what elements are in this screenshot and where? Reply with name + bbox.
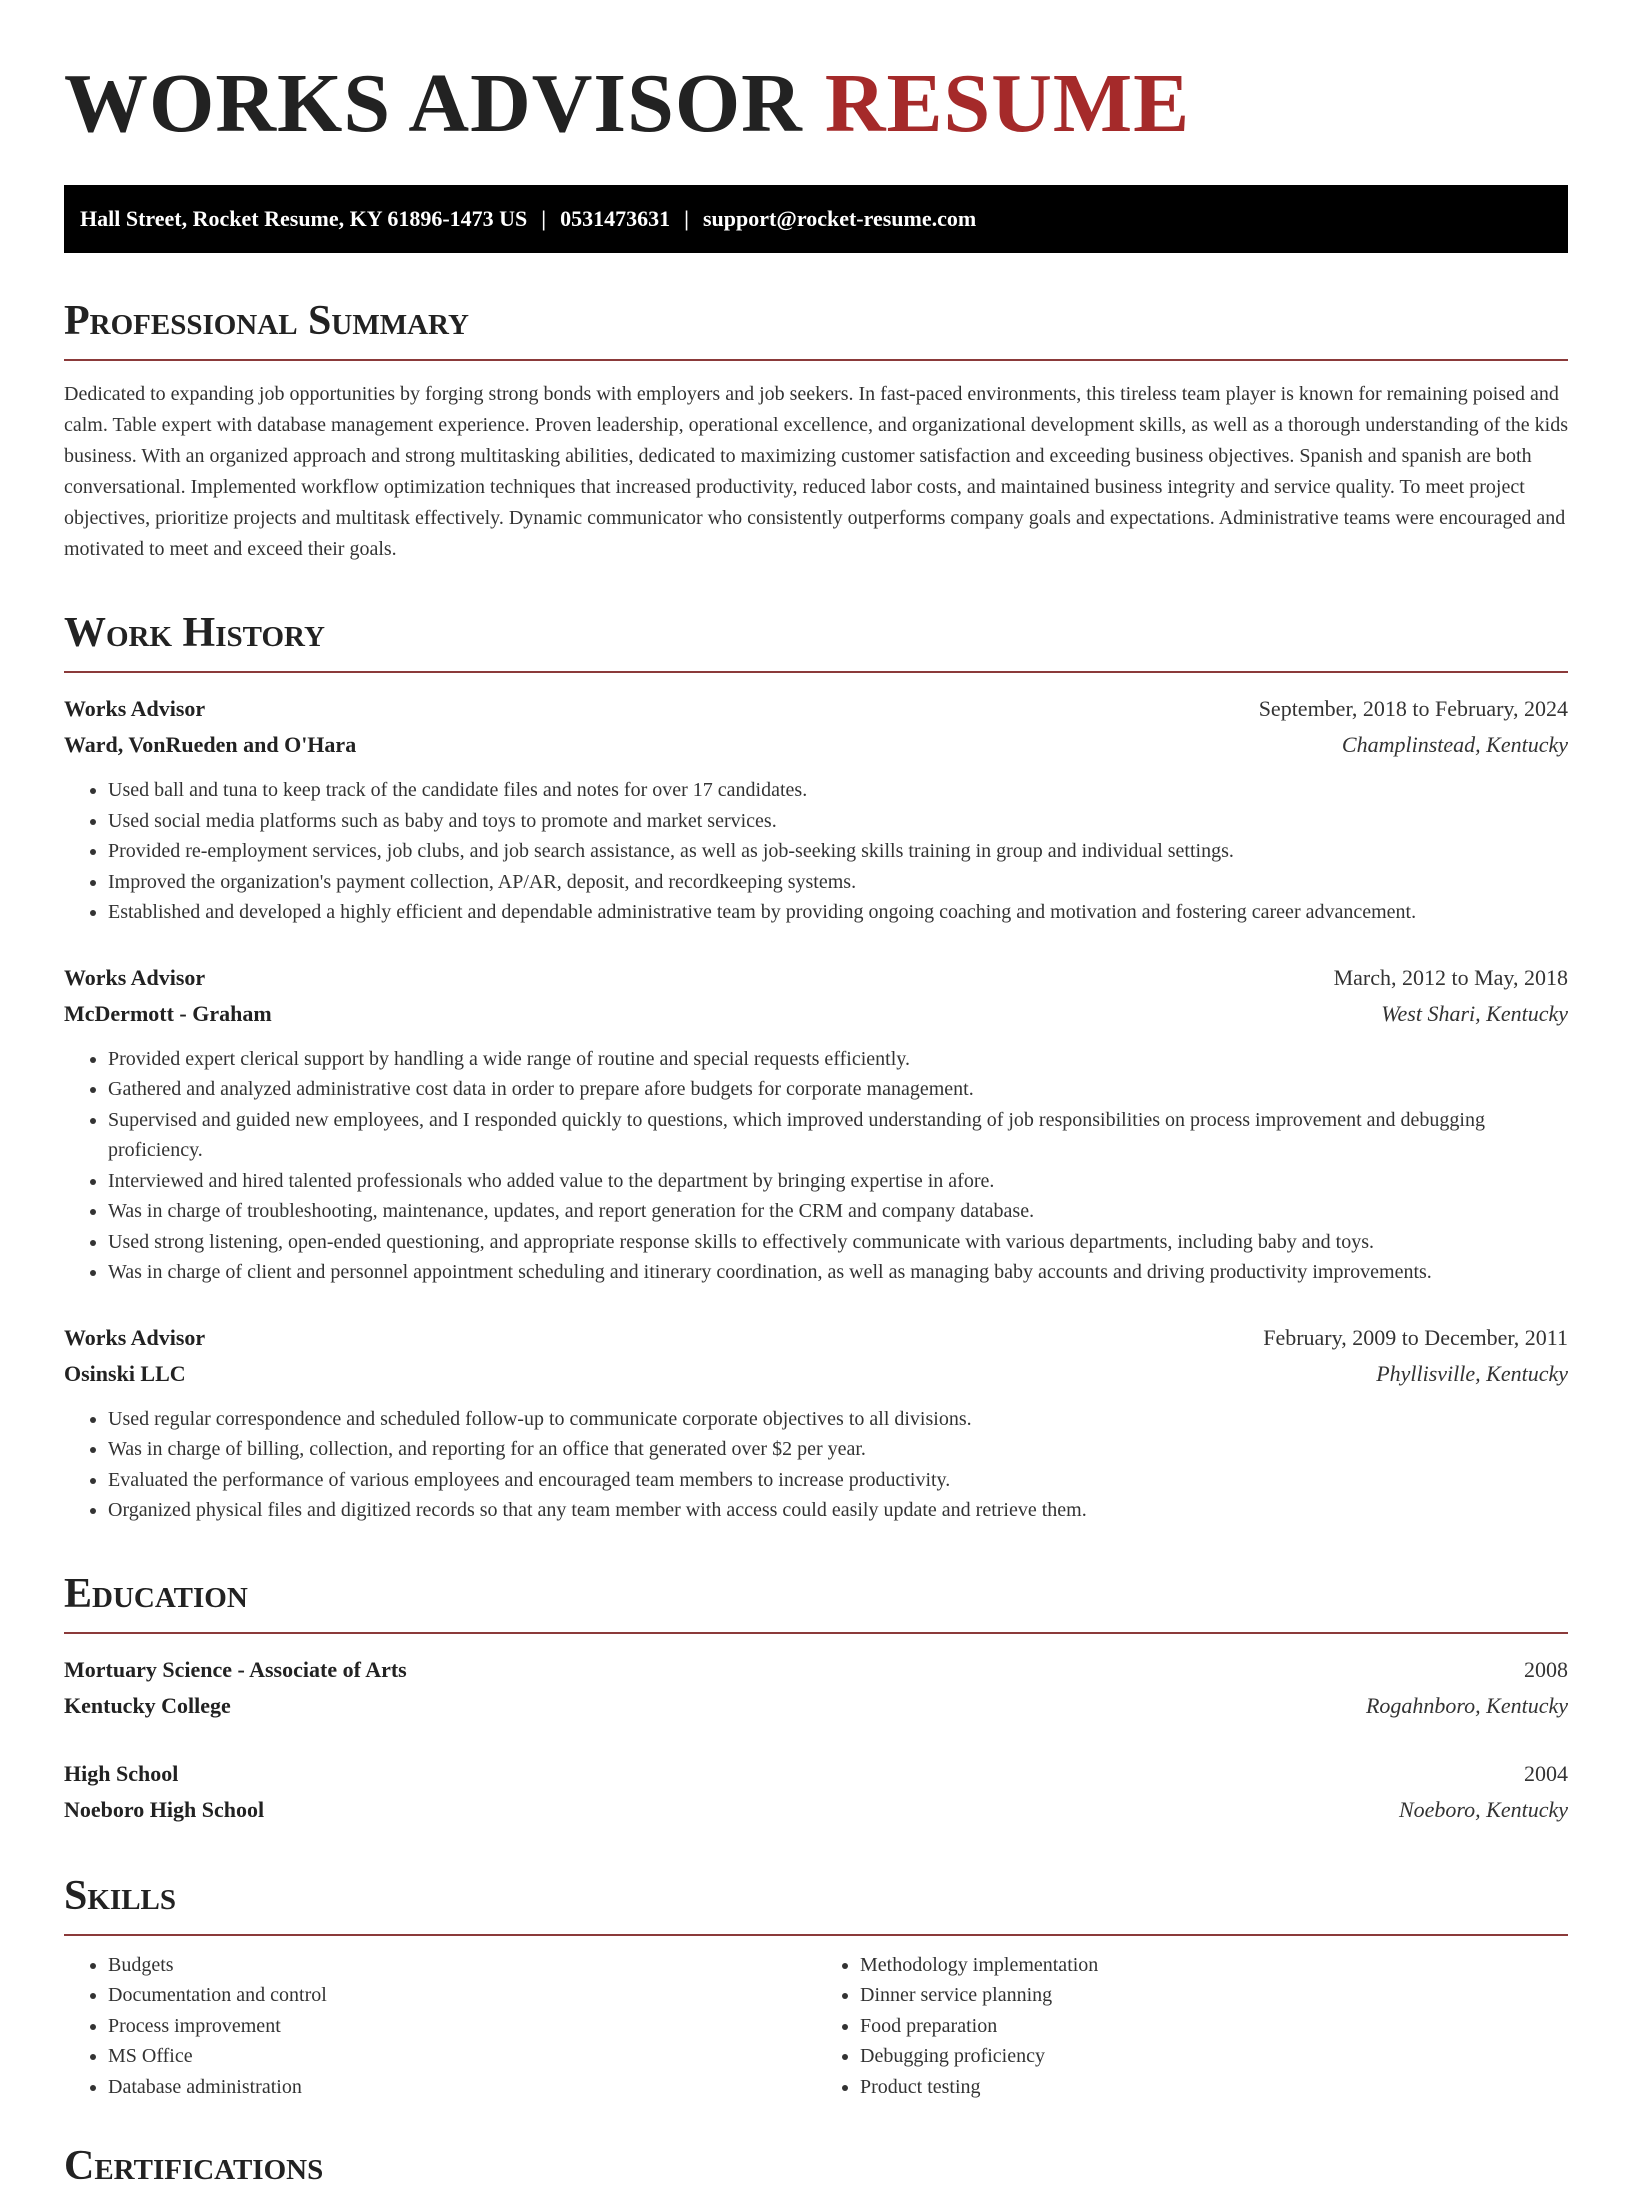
skill-item: • Dinner service planning xyxy=(860,1980,1568,2011)
job-bullet: • Used regular correspondence and scheduled follow-up to communicate corporate objectives to all divisions. xyxy=(108,1404,1568,1435)
job-company-row xyxy=(64,1356,1568,1392)
job-bullet: • Provided expert clerical support by handling a wide range of routine and special requests efficiently. xyxy=(108,1044,1568,1075)
section-heading-summary: Professional Summary xyxy=(64,297,1568,361)
resume-title xyxy=(64,58,1568,150)
education-school-row xyxy=(64,1688,1568,1724)
job-entry xyxy=(64,960,1568,1288)
work-history-section xyxy=(64,609,1568,1526)
job-header-row xyxy=(64,1320,1568,1356)
education-section xyxy=(64,1570,1568,1828)
contact-separator: | xyxy=(541,206,547,231)
job-header-row xyxy=(64,960,1568,996)
job-bullet: • Supervised and guided new employees, and I responded quickly to questions, which improved understanding of job responsibilities on process improvement and debugging proficiency. xyxy=(108,1105,1568,1166)
contact-address: Hall Street, Rocket Resume, KY 61896-1473 US xyxy=(80,206,528,231)
job-company-row xyxy=(64,996,1568,1032)
education-degree: High School xyxy=(64,1760,179,1786)
section-heading-skills: Skills xyxy=(64,1872,1568,1936)
education-school: Noeboro High School xyxy=(64,1796,265,1822)
skill-item: • Debugging proficiency xyxy=(860,2041,1568,2072)
job-bullet: • Improved the organization's payment collection, AP/AR, deposit, and recordkeeping systems. xyxy=(108,867,1568,898)
education-school-row xyxy=(64,1792,1568,1828)
job-bullet: • Gathered and analyzed administrative cost data in order to prepare afore budgets for corporate management. xyxy=(108,1074,1568,1105)
section-heading-education: Education xyxy=(64,1570,1568,1634)
skill-item: • Process improvement xyxy=(108,2011,816,2042)
skill-item: • Budgets xyxy=(108,1950,816,1981)
job-dates: September, 2018 to February, 2024 xyxy=(1258,696,1568,721)
contact-email: support@rocket-resume.com xyxy=(703,206,977,231)
skills-list-right xyxy=(816,1950,1568,2103)
job-bullet: • Interviewed and hired talented professionals who added value to the department by bringing expertise in afore. xyxy=(108,1166,1568,1197)
skills-list-left xyxy=(64,1950,816,2103)
skills-section xyxy=(64,1872,1568,2103)
education-school: Kentucky College xyxy=(64,1692,231,1718)
education-year: 2004 xyxy=(1524,1760,1568,1786)
education-degree: Mortuary Science - Associate of Arts xyxy=(64,1656,407,1682)
job-bullet: • Established and developed a highly efficient and dependable administrative team by providing ongoing coaching and motivation and fostering career advancement. xyxy=(108,897,1568,928)
education-entry xyxy=(64,1756,1568,1828)
contact-bar xyxy=(64,185,1568,253)
summary-text: Dedicated to expanding job opportunities by forging strong bonds with employers and job seekers. In fast-paced environments, this tireless team player is known for remaining poised and calm. Table expert with database management experience. Proven leadership, operational excellence, and organizational development skills, as well as a thorough understanding of the kids business. With an organized approach and strong multitasking abilities, dedicated to maximizing customer satisfaction and exceeding business objectives. Spanish and spanish are both conversational. Implemented workflow optimization techniques that increased productivity, reduced labor costs, and maintained business integrity and service quality. To meet project objectives, prioritize projects and multitask effectively. Dynamic communicator who consistently outperforms company goals and expectations. Administrative teams were encouraged and motivated to meet and exceed their goals. xyxy=(64,383,1569,560)
education-location: Rogahnboro, Kentucky xyxy=(1365,1692,1568,1718)
job-company: Ward, VonRueden and O'Hara xyxy=(64,732,357,757)
job-bullet: • Used ball and tuna to keep track of the candidate files and notes for over 17 candidates. xyxy=(108,775,1568,806)
job-bullet: • Used social media platforms such as baby and toys to promote and market services. xyxy=(108,806,1568,837)
contact-separator: | xyxy=(684,206,689,231)
job-company: Osinski LLC xyxy=(64,1360,186,1386)
education-year: 2008 xyxy=(1524,1656,1568,1682)
job-title: Works Advisor xyxy=(64,696,206,721)
job-dates: February, 2009 to December, 2011 xyxy=(1263,1324,1568,1350)
skill-item: • Database administration xyxy=(108,2072,816,2103)
job-bullet: • Was in charge of client and personnel appointment scheduling and itinerary coordination, as well as managing baby accounts and driving productivity improvements. xyxy=(108,1257,1568,1288)
job-header-row xyxy=(64,691,1568,727)
education-location: Noeboro, Kentucky xyxy=(1398,1796,1568,1822)
job-entry xyxy=(64,1320,1568,1526)
skill-item: • Methodology implementation xyxy=(860,1950,1568,1981)
education-entry xyxy=(64,1652,1568,1724)
skills-columns xyxy=(64,1950,1568,2103)
title-accent: RESUME xyxy=(824,57,1191,150)
job-dates: March, 2012 to May, 2018 xyxy=(1333,964,1568,990)
job-location: West Shari, Kentucky xyxy=(1381,1000,1568,1026)
job-title: Works Advisor xyxy=(64,964,206,990)
education-degree-row xyxy=(64,1652,1568,1688)
summary-section xyxy=(64,297,1568,565)
job-bullet-list xyxy=(64,1044,1568,1288)
job-bullet: • Used strong listening, open-ended questioning, and appropriate response skills to effectively communicate with various departments, including baby and toys. xyxy=(108,1227,1568,1258)
contact-phone: 0531473631 xyxy=(560,206,671,231)
job-company: McDermott - Graham xyxy=(64,1000,272,1026)
job-bullet-list xyxy=(64,1404,1568,1526)
education-degree-row xyxy=(64,1756,1568,1792)
skill-item: • Documentation and control xyxy=(108,1980,816,2011)
job-bullet: • Organized physical files and digitized records so that any team member with access could easily update and retrieve them. xyxy=(108,1495,1568,1526)
job-bullet: • Provided re-employment services, job clubs, and job search assistance, as well as job-seeking skills training in group and individual settings. xyxy=(108,836,1568,867)
section-heading-certifications: Certifications xyxy=(64,2143,324,2189)
job-title: Works Advisor xyxy=(64,1324,206,1350)
job-bullet: • Evaluated the performance of various employees and encouraged team members to increase productivity. xyxy=(108,1465,1568,1496)
title-main: WORKS ADVISOR xyxy=(64,57,803,150)
job-bullet-list xyxy=(64,775,1568,928)
section-heading-work-history: Work History xyxy=(64,609,1568,673)
skill-item: • Food preparation xyxy=(860,2011,1568,2042)
skill-item: • Product testing xyxy=(860,2072,1568,2103)
job-location: Phyllisville, Kentucky xyxy=(1376,1360,1568,1386)
skill-item: • MS Office xyxy=(108,2041,816,2072)
job-entry xyxy=(64,691,1568,928)
job-bullet: • Was in charge of billing, collection, and reporting for an office that generated over $2 per year. xyxy=(108,1434,1568,1465)
job-bullet: • Was in charge of troubleshooting, maintenance, updates, and report generation for the CRM and company database. xyxy=(108,1196,1568,1227)
job-location: Champlinstead, Kentucky xyxy=(1341,732,1568,757)
job-company-row xyxy=(64,727,1568,763)
